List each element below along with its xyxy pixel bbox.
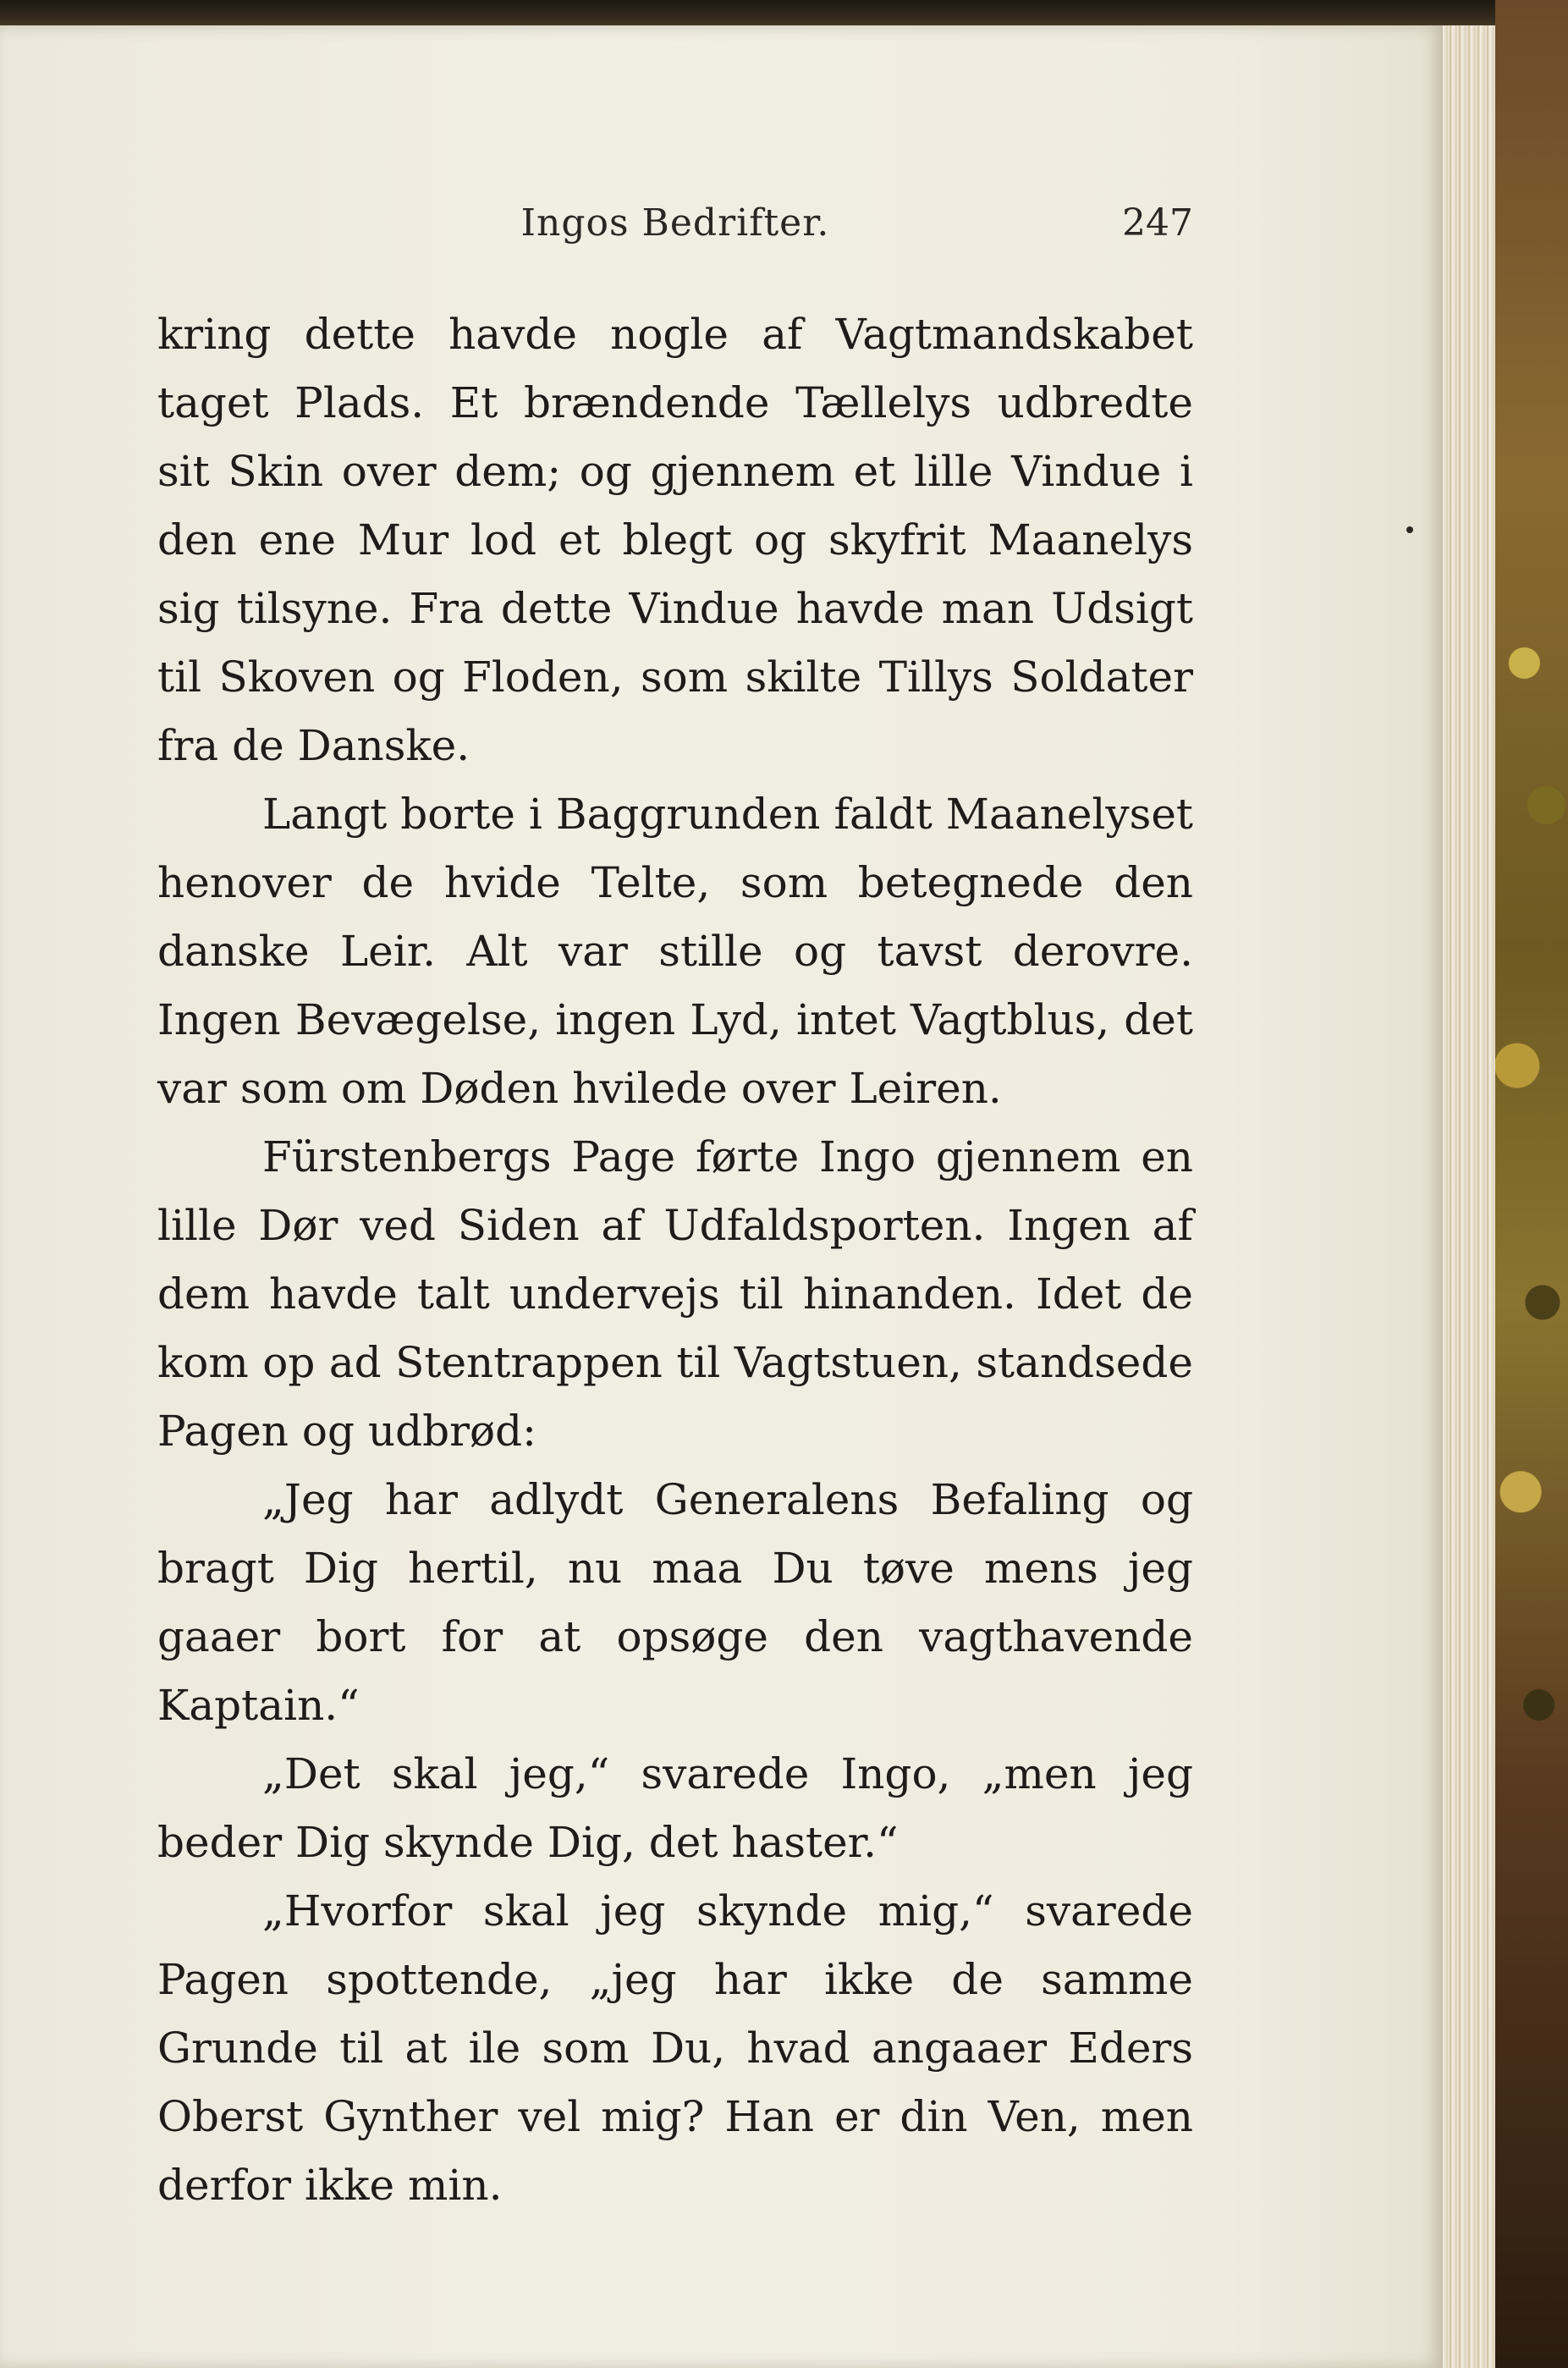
page-number: 247 xyxy=(1122,201,1193,245)
paragraph-5: „Det skal jeg,“ svarede Ingo, „men jeg beder Dig skynde Dig, det haster.“ xyxy=(157,1749,1193,1867)
running-head xyxy=(157,201,1193,252)
book-cover-edge xyxy=(1495,0,1568,2368)
paragraph-3: Fürstenbergs Page førte Ingo gjennem en lille Dør ved Siden af Udfaldsporten. Ingen af dem havde talt undervejs til hinanden. Idet de kom op ad Stentrappen til Vagtstuen, standsede Pagen og udbrød: xyxy=(157,1132,1193,1456)
paragraph-4: „Jeg har adlydt Generalens Befaling og bragt Dig hertil, nu maa Du tøve mens jeg gaaer bort for at opsøge den vagthavende Kaptain.“ xyxy=(157,1475,1193,1730)
body-text xyxy=(157,300,1193,2220)
paragraph-2: Langt borte i Baggrunden faldt Maanelyset henover de hvide Telte, som betegnede den danske Leir. Alt var stille og tavst derovre. Ingen Bevægelse, ingen Lyd, intet Vagtblus, det var som om Døden hvilede over Leiren. xyxy=(157,790,1193,1113)
running-title: Ingos Bedrifter. xyxy=(520,201,830,245)
page-ink-spot xyxy=(1406,526,1413,533)
page-fore-edge xyxy=(1443,25,1495,2368)
paragraph-6: „Hvorfor skal jeg skynde mig,“ svarede Pagen spottende, „jeg har ikke de samme Grunde til at ile som Du, hvad angaaer Eders Oberst Gynther vel mig? Han er din Ven, men derfor ikke min. xyxy=(157,1886,1193,2210)
paragraph-1: kring dette havde nogle af Vagtmandskabet taget Plads. Et brændende Tællelys udbredte sit Skin over dem; og gjennem et lille Vindue i den ene Mur lod et blegt og skyfrit Maanelys sig tilsyne. Fra dette Vindue havde man Udsigt til Skoven og Floden, som skilte Tillys Soldater fra de Danske. xyxy=(157,310,1193,770)
